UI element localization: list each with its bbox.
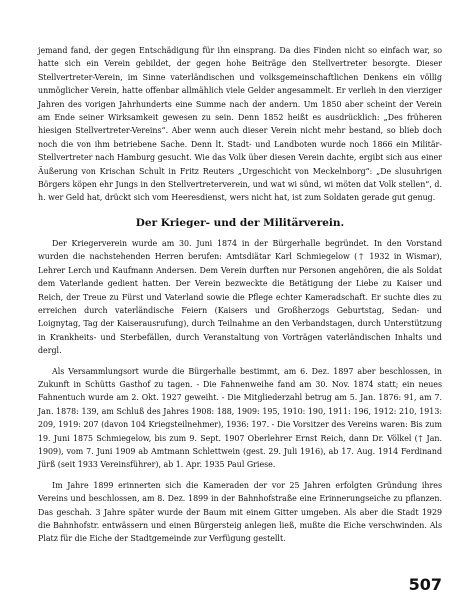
body-paragraph: Als Versammlungsort wurde die Bürgerhalle bestimmt, am 6. Dez. 1897 aber beschlossen, in Zukunft in Schütts Gasthof zu tagen. - Die Fahnenweihe fand am 30. Nov. 1874 statt; ein neues Fahnentuch wurde am 2. Okt. 1927 geweiht. - Die Mitgliederzahl betrug am 5. Jan. 1876: 91, am 7. Jan. 1878: 139, am Schluß des Jahres 1908: 188, 1909: 195, 1910: 190, 1911: 196, 1912: 210, 1913: 209, 1919: 207 (davon 104 Kriegsteilnehmer), 1936: 197. - Die Vorsitzer des Vereins waren: Bis zum 19. Juni 1875 Schmiegelow, bis zum 9. Sept. 1907 Oberlehrer Ernst Reich, dann Dr. Völkel († Jan. 1909), vom 7. Juni 1909 ab Amtmann Schlettwein (gest. 29. Juli 1916), ab 17. Aug. 1914 Ferdinand Jürß (seit 1933 Vereinsführer), ab 1. Apr. 1935 Paul Griese. [38,366,442,470]
section-heading: Der Krieger- und der Militärverein. [135,216,345,229]
document-page [38,44,442,546]
body-paragraph: jemand fand, der gegen Entschädigung für ihn einsprang. Da dies Finden nicht so einfach war, so hatte sich ein Verein gebildet, der gegen hohe Beiträge den Stellvertreter besorgte. Dieser Stellvertreter-Verein, im Sinne vaterländischen und volksgemeinschaftlichen Denkens ein völlig unmöglicher Verein, hatte offenbar allmählich viele Gelder angesammelt. Er verlieh in den vierziger Jahren des vorigen Jahrhunderts eine Summe nach der andern. Um 1850 aber scheint der Verein am Ende seiner Wirksamkeit gewesen zu sein. Denn 1852 heißt es ausdrücklich: „Des früheren hiesigen Stellvertreter-Vereins“. Aber wenn auch dieser Verein nicht mehr bestand, so blieb doch noch die von ihm betriebene Sache. Denn lt. Stadt- und Landboten wurde noch 1866 ein Militär-Stellvertreter nach Hamburg gesucht. Wie das Volk über diesen Verein dachte, ergibt sich aus einer Äußerung von Krischan Schult in Fritz Reuters „Urgeschicht von Meckelnborg“: „De slusuhrigen Börgers köpen ehr Jungs in den Stellvertreterverein, und wat wi sünd, wi möten dat Volk stellen“, d. h. wer Geld hat, drückt sich vom Heeresdienst, wers nicht hat, ist zum Soldaten gerade gut genug. [38,46,442,203]
body-paragraph: Im Jahre 1899 erinnerten sich die Kameraden der vor 25 Jahren erfolgten Gründung ihres Vereins und beschlossen, am 8. Dez. 1899 in der Bahnhofstraße eine Erinnerungseiche zu pflanzen. Das geschah. 3 Jahre später wurde der Baum mit einem Gitter umgeben. Als aber die Stadt 1929 die Bahnhofstr. entwässern und einen Bürgersteig anlegen ließ, mußte die Eiche verschwinden. Als Platz für die Eiche der Stadtgemeinde zur Verfügung gestellt. [38,480,442,544]
page-number: 507 [408,575,442,594]
body-paragraph: Der Kriegerverein wurde am 30. Juni 1874 in der Bürgerhalle begründet. In den Vorstand wurden die nachstehenden Herren berufen: Amtsdiätar Karl Schmiegelow († 1932 in Wismar), Lehrer Lerch und Kaufmann Andersen. Dem Verein durften nur Personen angehören, die als Soldat dem Vaterlande gedient hatten. Der Verein bezweckte die Betätigung der Liebe zu Kaiser und Reich, der Treue zu Fürst und Vaterland sowie die Pflege echter Kameradschaft. Er suchte dies zu erreichen durch vaterländische Feiern (Kaisers und Großherzogs Geburtstag, Sedan- und Loignytag, Tag der Kaiserausrufung), durch Teilnahme an den Verbandstagen, durch Unterstützung in Krankheits- und Sterbefällen, durch Veranstaltung von Vorträgen vaterländischen Inhalts und dergl. [38,238,442,356]
